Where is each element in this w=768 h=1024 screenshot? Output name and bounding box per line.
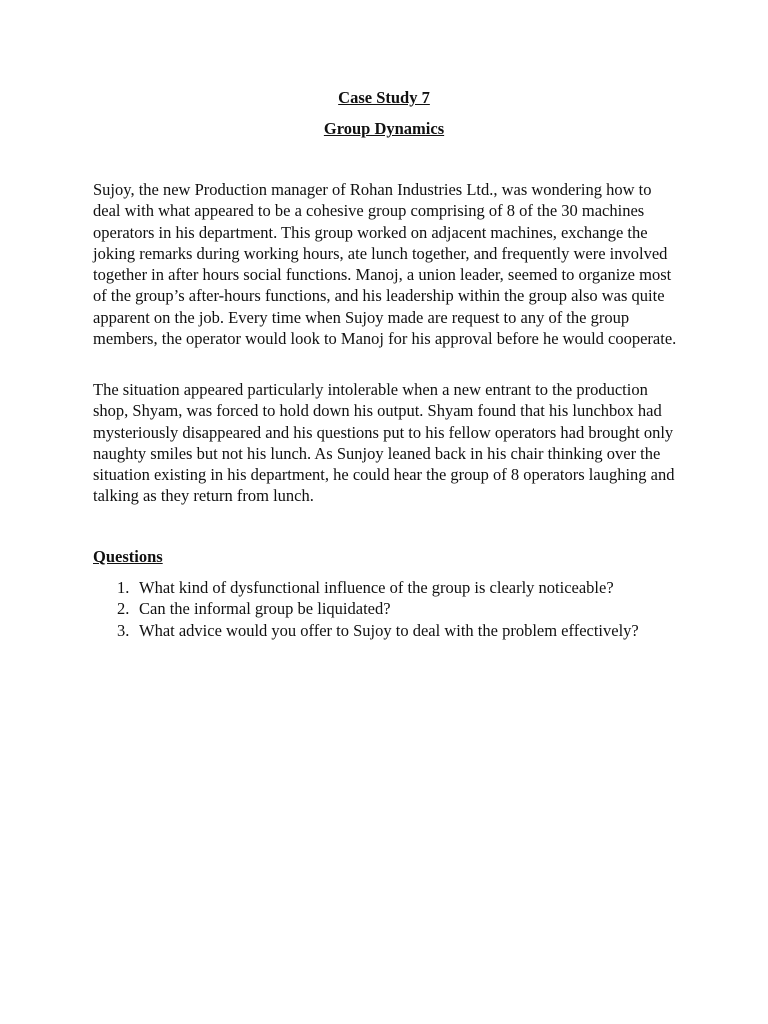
question-text: What advice would you offer to Sujoy to deal with the problem effectively? <box>139 620 639 640</box>
question-text: What kind of dysfunctional influence of the group is clearly noticeable? <box>139 578 614 597</box>
questions-list <box>93 577 678 641</box>
body-paragraph: Sujoy, the new Production manager of Rohan Industries Ltd., was wondering how to deal with what appeared to be a cohesive group comprising of 8 of the 30 machines operators in his department. This group worked on adjacent machines, exchange the joking remarks during working hours, ate lunch together, and frequently were involved together in after hours social functions. Manoj, a union leader, seemed to organize most of the group’s after-hours functions, and his leadership within the group also was quite apparent on the job. Every time when Sujoy made are request to any of the group members, the operator would look to Manoj for his approval before he would cooperate. <box>93 180 677 349</box>
case-study-title: Case Study 7 <box>338 88 430 107</box>
question-item <box>93 620 678 641</box>
question-number: 2. <box>117 599 130 619</box>
question-item <box>93 577 678 598</box>
question-number: 1. <box>117 578 130 597</box>
question-text: Can the informal group be liquidated? <box>139 599 391 619</box>
case-study-subtitle: Group Dynamics <box>323 119 445 138</box>
body-paragraph: The situation appeared particularly intolerable when a new entrant to the production shop, Shyam, was forced to hold down his output. Shyam found that his lunchbox had mysteriously disappeared and his questions put to his fellow operators had brought only naughty smiles but not his lunch. As Sunjoy leaned back in his chair thinking over the situation existing in his department, he could hear the group of 8 operators laughing and talking as they return from lunch. <box>93 380 675 506</box>
question-item <box>93 598 678 619</box>
question-number: 3. <box>117 620 130 640</box>
questions-heading: Questions <box>93 547 163 566</box>
